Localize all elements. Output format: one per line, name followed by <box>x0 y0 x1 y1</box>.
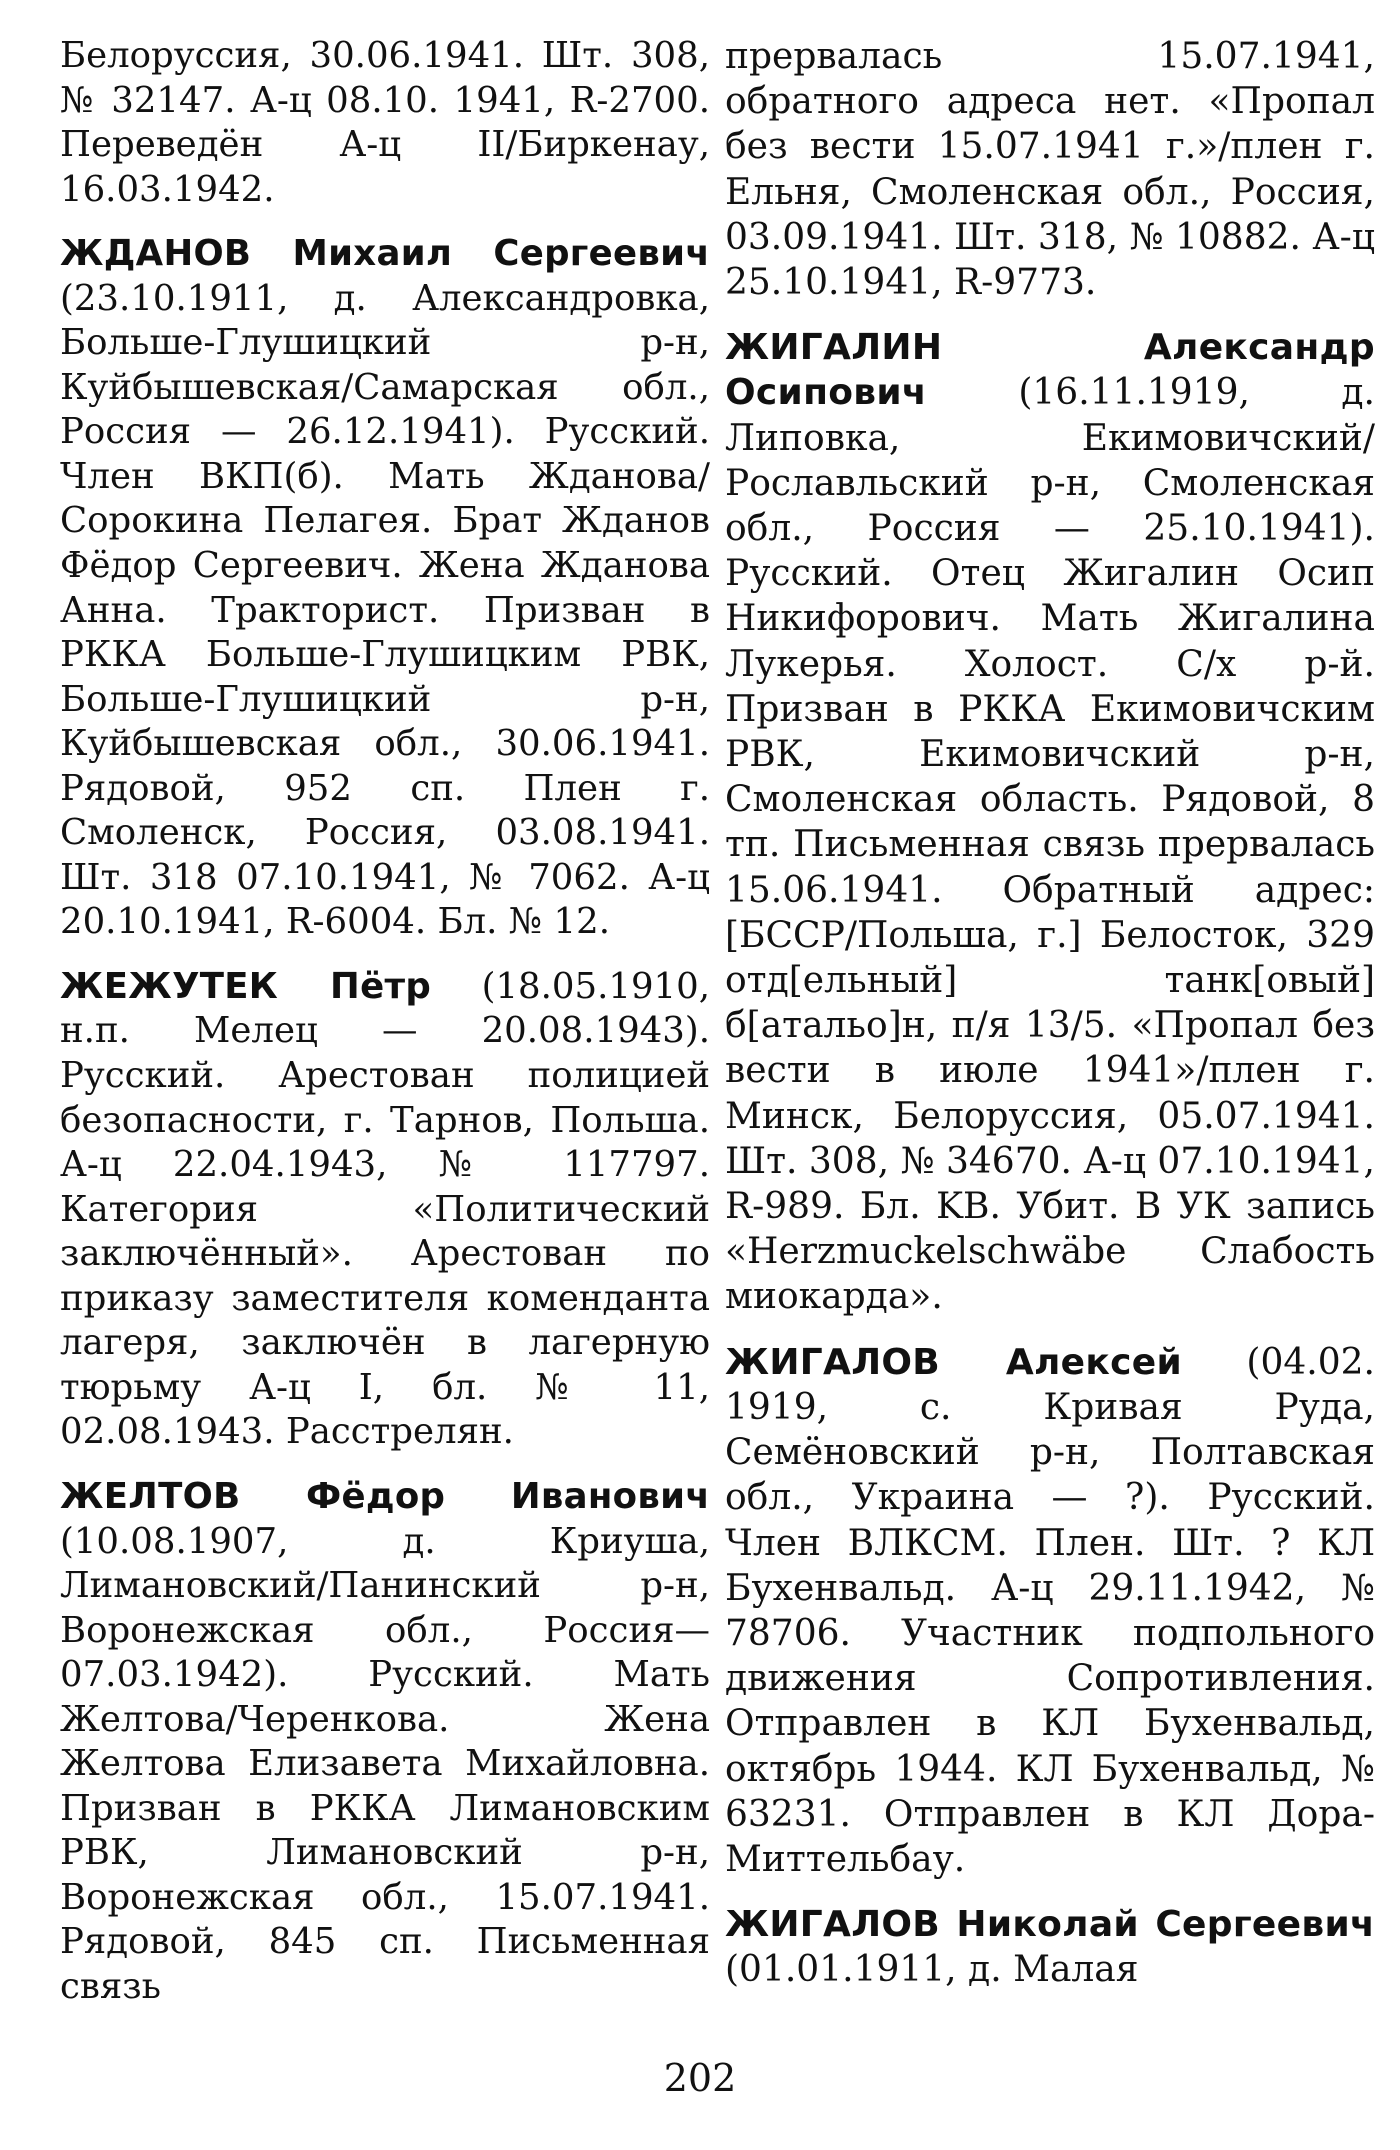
entry-name: ЖИГАЛИН Александр Осипович <box>725 327 1375 414</box>
right-column <box>725 34 1375 2013</box>
entry-zhigalin <box>725 325 1375 1319</box>
entry-text: (23.10.1911, д. Александровка, Больше-Глушицкий р-н, Куйбышевская/Самарская обл., Россия — 26.12.1941). Русский. Член ВКП(б). Мать Жданова/Сорокина Пелагея. Брат Жданов Фёдор Сергеевич. Жена Жданова Анна. Тракторист. Призван в РККА Больше-Глушицким РВК, Больше-Глушицкий р-н, Куйбышевская обл., 30.06.1941. Рядовой, 952 сп. Плен г. Смоленск, Россия, 03.08.1941. Шт. 318 07.10.1941, № 7062. А-ц 20.10.1941, R-6004. Бл. № 12. <box>60 277 710 943</box>
entry-zhigalov-aleksei <box>725 1340 1375 1882</box>
entry-zheltov <box>60 1475 710 2010</box>
entry-continued <box>725 34 1375 305</box>
entry-text: (16.11.1919, д. Липовка, Екимовичский/Рославльский р-н, Смоленская обл., Россия — 25.10.1941). Русский. Отец Жигалин Осип Никифорович. Мать Жигалина Лукерья. Холост. С/х р-й. Призван в РККА Екимовичским РВК, Екимовичский р-н, Смоленская область. Рядовой, 8 тп. Письменная связь прервалась 15.06.1941. Обратный адрес: [БССР/Польша, г.] Белосток, 329 отд[ельный] танк[овый] б[атальо]н, п/я 13/5. «Пропал без вести в июле 1941»/плен г. Минск, Белоруссия, 05.07.1941. Шт. 308, № 34670. А-ц 07.10.1941, R-989. Бл. KB. Убит. В УК запись «Herzmuckelschwäbe Слабость миокарда». <box>725 372 1375 1318</box>
entry-text: прервалась 15.07.1941, обратного адреса нет. «Пропал без вести 15.07.1941 г.»/плен г. Ельня, Смоленская обл., Россия, 03.09.1941. Шт. 318, № 10882. А-ц 25.10.1941, R-9773. <box>725 36 1375 304</box>
entry-zhigalov-nikolai <box>725 1902 1375 1992</box>
entry-text: (01.01.1911, д. Малая <box>725 1949 1139 1991</box>
entry-continued <box>60 34 710 212</box>
entry-text: Белоруссия, 30.06.1941. Шт. 308, № 32147. А-ц 08.10. 1941, R-2700. Переведён А-ц II/Биркенау, 16.03.1942. <box>60 35 710 210</box>
left-column <box>60 34 710 2030</box>
entry-name: ЖЕЖУТЕК Пётр <box>60 965 432 1007</box>
entry-name: ЖДАНОВ Михаил Сергеевич <box>60 233 710 275</box>
page-number: 202 <box>663 2056 737 2100</box>
entry-text: (18.05.1910, н.п. Мелец — 20.08.1943). Русский. Арестован полицией безопасности, г. Тарнов, Польша. А-ц 22.04.1943, № 117797. Категория «Политический заключённый». Арестован по приказу заместителя коменданта лагеря, заключён в лагерную тюрьму А-ц I, бл. № 11, 02.08.1943. Расстрелян. <box>60 965 710 1453</box>
entry-name: ЖИГАЛОВ Алексей <box>725 1341 1183 1383</box>
entry-name: ЖИГАЛОВ Николай Сергеевич <box>725 1904 1375 1946</box>
entry-name: ЖЕЛТОВ Фёдор Иванович <box>60 1475 710 1517</box>
entry-text: (04.02. 1919, с. Кривая Руда, Семёновский р-н, Полтавская обл., Украина — ?). Русский. Член ВЛКСМ. Плен. Шт. ? КЛ Бухенвальд. А-ц 29.11.1942, № 78706. Участник подпольного движения Сопротивления. Отправлен в КЛ Бухенвальд, октябрь 1944. КЛ Бухенвальд, № 63231. Отправлен в КЛ Дора-Миттельбау. <box>725 1341 1375 1880</box>
entry-text: (10.08.1907, д. Криуша, Лимановский/Панинский р-н, Воронежская обл., Россия— 07.03.1942). Русский. Мать Желтова/Черенкова. Жена Желтова Елизавета Михайловна. Призван в РККА Лимановским РВК, Лимановский р-н, Воронежская обл., 15.07.1941. Рядовой, 845 сп. Письменная связь <box>60 1520 710 2007</box>
entry-zhezhutek <box>60 965 710 1455</box>
entry-zhdanov <box>60 232 710 945</box>
